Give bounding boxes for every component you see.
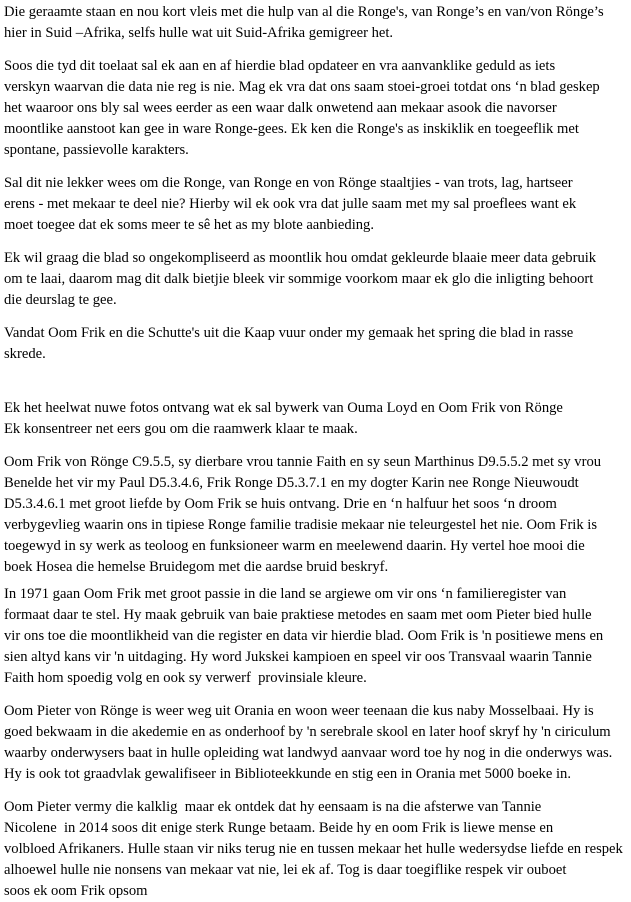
text-line: waarby onderwysers baat in hulle opleiding wat landwyd aanvaar word toe hy nog in die onderwys was. [4, 745, 613, 761]
text-line: soos ek oom Frik opsom [4, 883, 148, 899]
text-line: spontane, passievolle karakters. [4, 142, 189, 158]
text-line: die deurslag te gee. [4, 292, 117, 308]
text-line: Ek konsentreer net eers gou om die raamwerk klaar te maak. [4, 421, 358, 437]
paragraph-update [4, 56, 631, 161]
text-line: Die geraamte staan en nou kort vleis met die hulp van al die Ronge's, van Ronge’s en van/von Rönge’s [4, 4, 604, 20]
text-line: moontlike aanstoot kan gee in ware Ronge-gees. Ek ken die Ronge's as inskiklik en toegeeflik met [4, 121, 579, 137]
text-line: moet toegee dat ek soms meer te sê het as my blote aanbieding. [4, 217, 374, 233]
text-line: om te laai, daarom mag dit dalk bietjie bleek vir sommige voorkom maar ek glo die inligting behoort [4, 271, 594, 287]
text-line: Benelde het vir my Paul D5.3.4.6, Frik Ronge D5.3.7.1 en my dogter Karin nee Ronge Nieuwoudt [4, 475, 579, 491]
paragraph-intro [4, 2, 631, 44]
text-line: goed bekwaam in die akedemie en as onderhoof by 'n serebrale skool en later hoof skryf hy 'n ciriculum [4, 724, 611, 740]
text-line: volbloed Afrikaners. Hulle staan vir niks terug nie en tussen mekaar het hulle wedersydse liefde en respek [4, 841, 623, 857]
text-line: formaat daar te stel. Hy maak gebruik van baie praktiese metodes en saam met oom Pieter bied hulle [4, 607, 592, 623]
text-line: verbygevlieg waarin ons in tipiese Ronge familie tradisie mekaar nie teleurgestel het nie. Oom Frik is [4, 517, 598, 533]
text-line: Vandat Oom Frik en die Schutte's uit die Kaap vuur onder my gemaak het spring die blad in rasse [4, 325, 574, 341]
text-line: Hy is ook tot graadvlak gewalifiseer in Biblioteekkunde en stig een in Orania met 5000 boeke in. [4, 766, 571, 782]
text-line: Nicolene in 2014 soos dit enige sterk Runge betaam. Beide hy en oom Frik is liewe mense en [4, 820, 554, 836]
text-line: boek Hosea die hemelse Bruidegom met die aardse bruid beskryf. [4, 559, 389, 575]
paragraph-oom-pieter [4, 701, 631, 785]
text-line: Oom Pieter von Rönge is weer weg uit Orania en woon weer teenaan die kus naby Mosselbaai. Hy is [4, 703, 594, 719]
paragraph-oom-frik-visit [4, 452, 631, 578]
paragraph-staaltjies [4, 173, 631, 236]
text-line: verskyn waarvan die data nie reg is nie. Mag ek vra dat ons saam stoei-groei totdat ons ‘n blad geskep [4, 79, 600, 95]
paragraph-1971-register [4, 584, 631, 689]
text-line: hier in Suid –Afrika, selfs hulle wat uit Suid-Afrika gemigreer het. [4, 25, 394, 41]
paragraph-photos [4, 398, 631, 440]
text-line: erens - met mekaar te deel nie? Hierby wil ek ook vra dat julle saam met my sal proeflees want ek [4, 196, 577, 212]
text-line: D5.3.4.6.1 met groot liefde by Oom Frik se huis ontvang. Drie en ‘n halfuur het soos ‘n droom [4, 496, 557, 512]
text-line: Oom Frik von Rönge C9.5.5, sy dierbare vrou tannie Faith en sy seun Marthinus D9.5.5.2 met sy vrou [4, 454, 602, 470]
paragraph-schutte [4, 323, 631, 365]
text-line: Ek wil graag die blad so ongekompliseerd as moontlik hou omdat gekleurde blaaie meer data gebruik [4, 250, 597, 266]
paragraph-kalklig [4, 797, 631, 902]
text-line: alhoewel hulle nie nonsens van mekaar vat nie, lei ek af. Tog is daar toegiflike respek vir ouboet [4, 862, 567, 878]
paragraph-simple-design [4, 248, 631, 311]
text-line: het waaroor ons bly sal wees eerder as een waar dalk onwetend aan mekaar asook die navorser [4, 100, 557, 116]
text-line: Faith hom spoedig volg en ook sy verwerf provinsiale kleure. [4, 670, 367, 686]
text-line: Sal dit nie lekker wees om die Ronge, van Ronge en von Rönge staaltjies - van trots, lag, hartseer [4, 175, 573, 191]
text-line: Oom Pieter vermy die kalklig maar ek ontdek dat hy eensaam is na die afsterwe van Tannie [4, 799, 542, 815]
text-line: Ek het heelwat nuwe fotos ontvang wat ek sal bywerk van Ouma Loyd en Oom Frik von Rönge [4, 400, 563, 416]
text-line: Soos die tyd dit toelaat sal ek aan en af hierdie blad opdateer en vra aanvanklike geduld as iets [4, 58, 556, 74]
document-page [4, 2, 631, 902]
text-line: toegewyd in sy werk as teoloog en funksioneer warm en meelewend daarin. Hy vertel hoe mooi die [4, 538, 585, 554]
text-line: In 1971 gaan Oom Frik met groot passie in die land se argiewe om vir ons ‘n familieregister van [4, 586, 567, 602]
text-line: skrede. [4, 346, 46, 362]
text-line: sien altyd kans vir 'n uitdaging. Hy word Jukskei kampioen en speel vir oos Transvaal waarin Tannie [4, 649, 592, 665]
text-line: vir ons toe die moontlikheid van die register en data vir hierdie blad. Oom Frik is 'n positiewe mens en [4, 628, 604, 644]
